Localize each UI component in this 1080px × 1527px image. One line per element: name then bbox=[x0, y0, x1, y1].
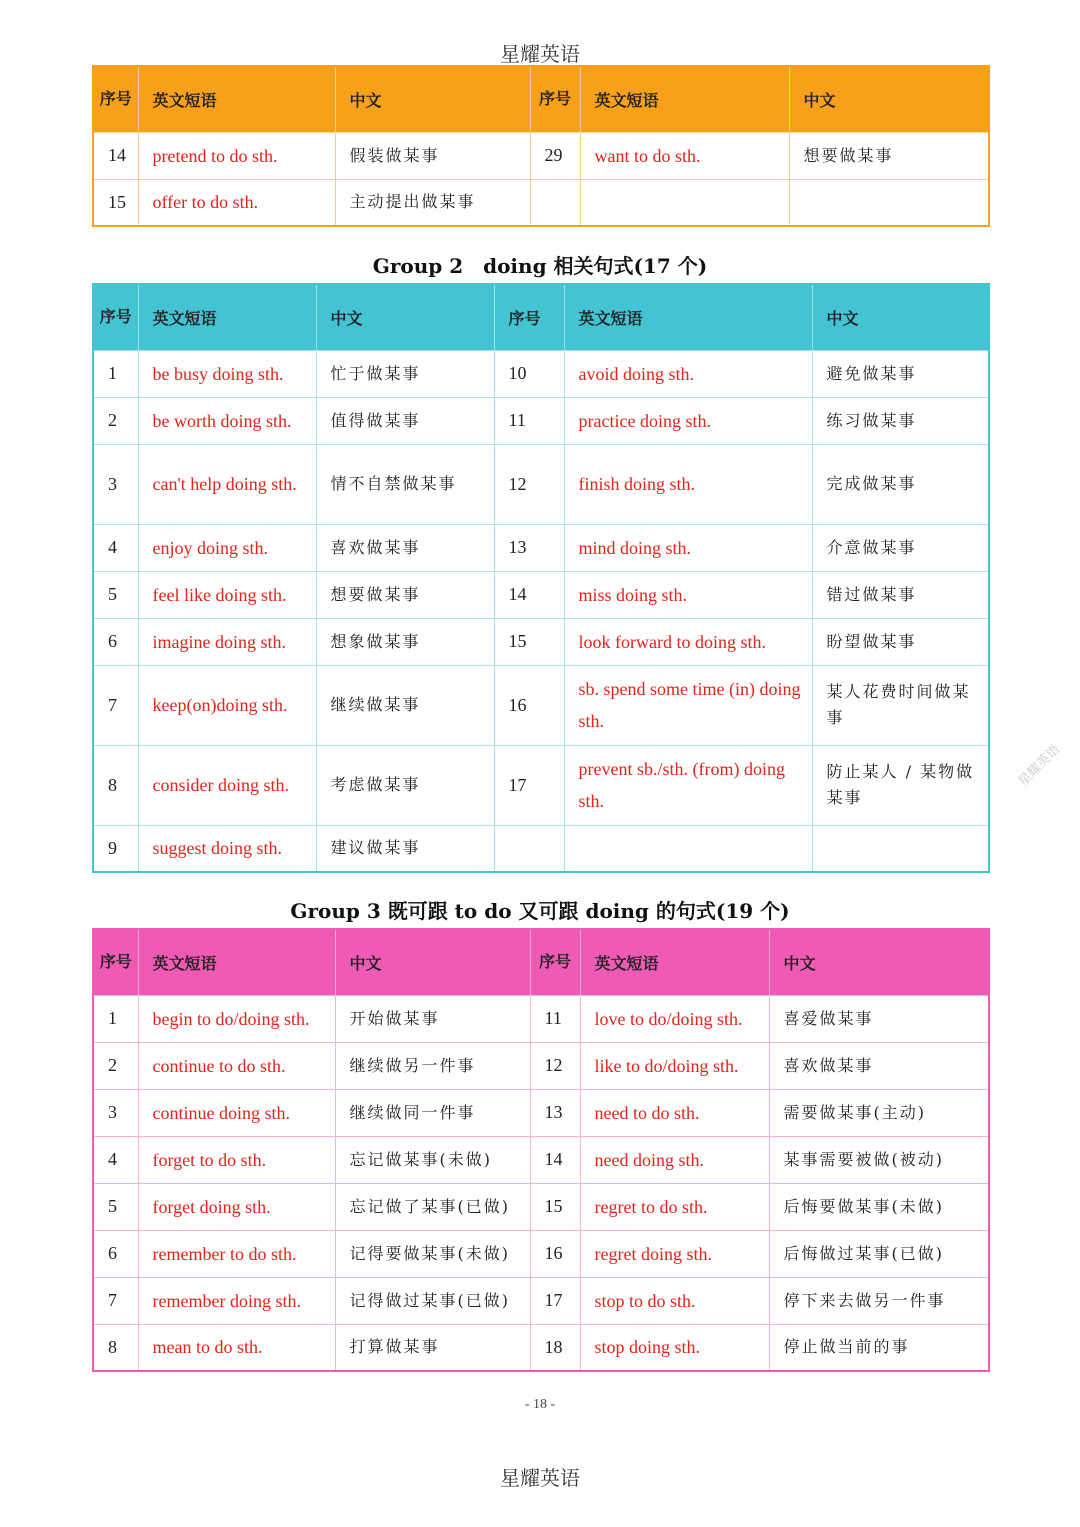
col-header-num: 序号 bbox=[93, 66, 138, 132]
cell-num: 7 bbox=[93, 1277, 138, 1324]
cell-chinese: 忙于做某事 bbox=[316, 350, 494, 397]
cell-chinese: 介意做某事 bbox=[812, 524, 989, 571]
cell-chinese: 建议做某事 bbox=[316, 825, 494, 872]
table-row bbox=[93, 397, 989, 444]
cell-phrase: feel like doing sth. bbox=[138, 571, 316, 618]
cell-num: 6 bbox=[93, 1230, 138, 1277]
cell-num: 8 bbox=[93, 745, 138, 825]
col-header-chinese: 中文 bbox=[812, 284, 989, 350]
cell-phrase: regret to do sth. bbox=[580, 1183, 769, 1230]
table-row bbox=[93, 1183, 989, 1230]
cell-num: 16 bbox=[494, 665, 564, 745]
cell-phrase: enjoy doing sth. bbox=[138, 524, 316, 571]
table-row bbox=[93, 1230, 989, 1277]
cell-chinese: 后悔做过某事(已做) bbox=[769, 1230, 989, 1277]
cell-phrase: like to do/doing sth. bbox=[580, 1042, 769, 1089]
cell-num: 9 bbox=[93, 825, 138, 872]
col-header-chinese: 中文 bbox=[769, 929, 989, 995]
col-header-chinese: 中文 bbox=[335, 66, 530, 132]
table-row bbox=[93, 995, 989, 1042]
col-header-num: 序号 bbox=[530, 929, 580, 995]
col-header-chinese: 中文 bbox=[335, 929, 530, 995]
cell-num: 11 bbox=[530, 995, 580, 1042]
cell-chinese: 需要做某事(主动) bbox=[769, 1089, 989, 1136]
cell-chinese: 后悔要做某事(未做) bbox=[769, 1183, 989, 1230]
cell-num: 1 bbox=[93, 350, 138, 397]
col-header-phrase: 英文短语 bbox=[138, 284, 316, 350]
col-header-num: 序号 bbox=[494, 284, 564, 350]
cell-chinese: 想要做某事 bbox=[789, 132, 989, 179]
cell-phrase: finish doing sth. bbox=[564, 444, 812, 524]
cell-chinese: 喜欢做某事 bbox=[769, 1042, 989, 1089]
table-row bbox=[93, 524, 989, 571]
cell-chinese bbox=[812, 825, 989, 872]
cell-chinese: 继续做另一件事 bbox=[335, 1042, 530, 1089]
cell-num: 2 bbox=[93, 1042, 138, 1089]
table-row bbox=[93, 1277, 989, 1324]
cell-phrase: look forward to doing sth. bbox=[564, 618, 812, 665]
cell-num: 3 bbox=[93, 444, 138, 524]
cell-chinese: 主动提出做某事 bbox=[335, 179, 530, 226]
cell-phrase: can't help doing sth. bbox=[138, 444, 316, 524]
cell-num: 17 bbox=[530, 1277, 580, 1324]
col-header-num: 序号 bbox=[93, 284, 138, 350]
cell-phrase: need doing sth. bbox=[580, 1136, 769, 1183]
table-row bbox=[93, 618, 989, 665]
cell-num: 29 bbox=[530, 132, 580, 179]
table-row bbox=[93, 1136, 989, 1183]
cell-num bbox=[530, 179, 580, 226]
cell-phrase: suggest doing sth. bbox=[138, 825, 316, 872]
cell-chinese: 开始做某事 bbox=[335, 995, 530, 1042]
table-row bbox=[93, 1089, 989, 1136]
group3-title: Group 3 既可跟 to do 又可跟 doing 的句式(19 个) bbox=[290, 899, 790, 923]
brand-header: 星耀英语 bbox=[500, 42, 580, 66]
col-header-phrase: 英文短语 bbox=[138, 66, 335, 132]
cell-num: 6 bbox=[93, 618, 138, 665]
col-header-num: 序号 bbox=[93, 929, 138, 995]
cell-phrase: prevent sb./sth. (from) doing sth. bbox=[564, 745, 812, 825]
cell-num bbox=[494, 825, 564, 872]
cell-num: 4 bbox=[93, 524, 138, 571]
table-row bbox=[93, 444, 989, 524]
cell-num: 14 bbox=[530, 1136, 580, 1183]
cell-phrase: remember doing sth. bbox=[138, 1277, 335, 1324]
col-header-phrase: 英文短语 bbox=[580, 929, 769, 995]
cell-num: 15 bbox=[93, 179, 138, 226]
table-group3 bbox=[92, 928, 990, 1372]
cell-phrase: remember to do sth. bbox=[138, 1230, 335, 1277]
cell-chinese: 停止做当前的事 bbox=[769, 1324, 989, 1371]
table-header-row bbox=[93, 66, 989, 132]
cell-num: 7 bbox=[93, 665, 138, 745]
table-row bbox=[93, 1324, 989, 1371]
col-header-phrase: 英文短语 bbox=[564, 284, 812, 350]
cell-phrase: be busy doing sth. bbox=[138, 350, 316, 397]
cell-num: 10 bbox=[494, 350, 564, 397]
col-header-chinese: 中文 bbox=[789, 66, 989, 132]
cell-phrase: miss doing sth. bbox=[564, 571, 812, 618]
cell-phrase: sb. spend some time (in) doing sth. bbox=[564, 665, 812, 745]
table-row bbox=[93, 825, 989, 872]
cell-num: 13 bbox=[494, 524, 564, 571]
cell-phrase bbox=[580, 179, 789, 226]
cell-phrase: regret doing sth. bbox=[580, 1230, 769, 1277]
cell-chinese: 值得做某事 bbox=[316, 397, 494, 444]
cell-num: 5 bbox=[93, 571, 138, 618]
cell-phrase: keep(on)doing sth. bbox=[138, 665, 316, 745]
cell-phrase: continue doing sth. bbox=[138, 1089, 335, 1136]
cell-chinese: 停下来去做另一件事 bbox=[769, 1277, 989, 1324]
table-header-row bbox=[93, 929, 989, 995]
cell-chinese: 忘记做某事(未做) bbox=[335, 1136, 530, 1183]
cell-phrase: offer to do sth. bbox=[138, 179, 335, 226]
cell-chinese: 打算做某事 bbox=[335, 1324, 530, 1371]
table-row bbox=[93, 132, 989, 179]
cell-num: 16 bbox=[530, 1230, 580, 1277]
cell-phrase: mind doing sth. bbox=[564, 524, 812, 571]
cell-phrase: forget doing sth. bbox=[138, 1183, 335, 1230]
cell-num: 14 bbox=[494, 571, 564, 618]
cell-num: 2 bbox=[93, 397, 138, 444]
cell-chinese: 记得做过某事(已做) bbox=[335, 1277, 530, 1324]
cell-num: 12 bbox=[530, 1042, 580, 1089]
cell-chinese: 忘记做了某事(已做) bbox=[335, 1183, 530, 1230]
page-number: - 18 - bbox=[524, 1397, 556, 1412]
cell-chinese: 防止某人 / 某物做某事 bbox=[812, 745, 989, 825]
table-row bbox=[93, 571, 989, 618]
cell-phrase: consider doing sth. bbox=[138, 745, 316, 825]
cell-chinese: 盼望做某事 bbox=[812, 618, 989, 665]
watermark: 星耀英语 bbox=[1015, 742, 1064, 790]
cell-chinese: 想象做某事 bbox=[316, 618, 494, 665]
cell-phrase: be worth doing sth. bbox=[138, 397, 316, 444]
table-group2 bbox=[92, 283, 990, 873]
cell-phrase bbox=[564, 825, 812, 872]
group2-title: Group 2 doing 相关句式(17 个) bbox=[372, 254, 708, 278]
cell-phrase: practice doing sth. bbox=[564, 397, 812, 444]
cell-chinese: 错过做某事 bbox=[812, 571, 989, 618]
cell-num: 12 bbox=[494, 444, 564, 524]
cell-chinese bbox=[789, 179, 989, 226]
cell-num: 5 bbox=[93, 1183, 138, 1230]
cell-chinese: 假装做某事 bbox=[335, 132, 530, 179]
col-header-phrase: 英文短语 bbox=[580, 66, 789, 132]
cell-chinese: 情不自禁做某事 bbox=[316, 444, 494, 524]
table-row bbox=[93, 179, 989, 226]
cell-num: 15 bbox=[494, 618, 564, 665]
cell-phrase: avoid doing sth. bbox=[564, 350, 812, 397]
cell-num: 18 bbox=[530, 1324, 580, 1371]
cell-phrase: love to do/doing sth. bbox=[580, 995, 769, 1042]
cell-chinese: 考虑做某事 bbox=[316, 745, 494, 825]
brand-footer: 星耀英语 bbox=[500, 1466, 580, 1490]
cell-phrase: continue to do sth. bbox=[138, 1042, 335, 1089]
cell-phrase: want to do sth. bbox=[580, 132, 789, 179]
cell-phrase: mean to do sth. bbox=[138, 1324, 335, 1371]
col-header-num: 序号 bbox=[530, 66, 580, 132]
cell-phrase: pretend to do sth. bbox=[138, 132, 335, 179]
table-header-row bbox=[93, 284, 989, 350]
col-header-chinese: 中文 bbox=[316, 284, 494, 350]
cell-num: 4 bbox=[93, 1136, 138, 1183]
cell-num: 3 bbox=[93, 1089, 138, 1136]
cell-chinese: 完成做某事 bbox=[812, 444, 989, 524]
cell-chinese: 避免做某事 bbox=[812, 350, 989, 397]
cell-phrase: stop to do sth. bbox=[580, 1277, 769, 1324]
cell-num: 14 bbox=[93, 132, 138, 179]
col-header-phrase: 英文短语 bbox=[138, 929, 335, 995]
cell-chinese: 喜欢做某事 bbox=[316, 524, 494, 571]
cell-chinese: 练习做某事 bbox=[812, 397, 989, 444]
table-row bbox=[93, 350, 989, 397]
cell-num: 13 bbox=[530, 1089, 580, 1136]
table-row bbox=[93, 665, 989, 745]
cell-phrase: begin to do/doing sth. bbox=[138, 995, 335, 1042]
cell-chinese: 喜爱做某事 bbox=[769, 995, 989, 1042]
table-row bbox=[93, 1042, 989, 1089]
cell-phrase: need to do sth. bbox=[580, 1089, 769, 1136]
cell-chinese: 继续做某事 bbox=[316, 665, 494, 745]
cell-chinese: 想要做某事 bbox=[316, 571, 494, 618]
cell-chinese: 某事需要被做(被动) bbox=[769, 1136, 989, 1183]
cell-num: 1 bbox=[93, 995, 138, 1042]
table-row bbox=[93, 745, 989, 825]
cell-phrase: forget to do sth. bbox=[138, 1136, 335, 1183]
cell-num: 8 bbox=[93, 1324, 138, 1371]
cell-chinese: 某人花费时间做某事 bbox=[812, 665, 989, 745]
cell-num: 17 bbox=[494, 745, 564, 825]
cell-chinese: 记得要做某事(未做) bbox=[335, 1230, 530, 1277]
cell-phrase: imagine doing sth. bbox=[138, 618, 316, 665]
cell-num: 11 bbox=[494, 397, 564, 444]
table-to-do-continued bbox=[92, 65, 990, 227]
cell-num: 15 bbox=[530, 1183, 580, 1230]
cell-phrase: stop doing sth. bbox=[580, 1324, 769, 1371]
cell-chinese: 继续做同一件事 bbox=[335, 1089, 530, 1136]
